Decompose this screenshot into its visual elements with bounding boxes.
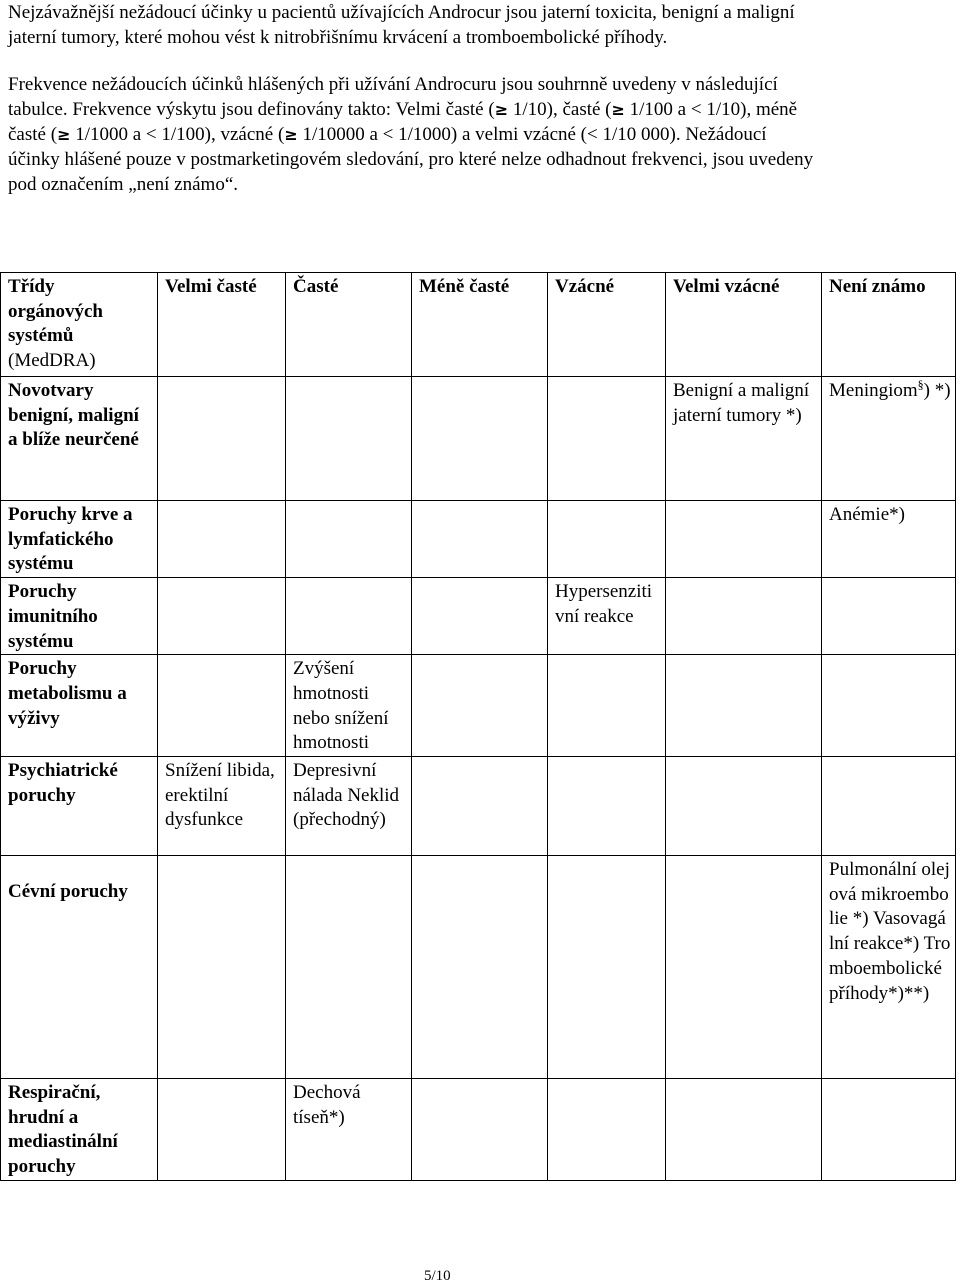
header-soc-label: Třídy orgánových systémů xyxy=(8,276,103,347)
table-row xyxy=(1,757,956,856)
ge-symbol: ≥ xyxy=(494,100,509,119)
immune-rare: Hypersenzitivní reakce xyxy=(548,578,666,655)
cell-empty xyxy=(666,1079,822,1181)
cell-empty xyxy=(286,377,412,501)
cell-empty xyxy=(158,856,286,1079)
header-very-common: Velmi časté xyxy=(158,273,286,377)
header-rare: Vzácné xyxy=(548,273,666,377)
meningioma-tail: ) *) xyxy=(923,380,951,401)
header-very-rare: Velmi vzácné xyxy=(666,273,822,377)
cell-empty xyxy=(548,757,666,856)
soc-blood: Poruchy krve a lymfatického systému xyxy=(1,501,158,578)
cell-empty xyxy=(548,1079,666,1181)
respiratory-common: Dechová tíseň*) xyxy=(286,1079,412,1181)
vascular-unknown: Pulmonální olejová mikroembolie *) Vasovagální reakce*) Tromboembolické příhody*)**) xyxy=(822,856,956,1079)
soc-metabolism: Poruchy metabolismu a výživy xyxy=(1,655,158,757)
cell-empty xyxy=(822,1079,956,1181)
cell-empty xyxy=(412,1079,548,1181)
section-mark: § xyxy=(917,377,924,392)
table-row xyxy=(1,578,956,655)
cell-empty xyxy=(158,578,286,655)
table-row xyxy=(1,856,956,1079)
intro-text xyxy=(8,0,822,197)
adverse-effects-table xyxy=(0,272,956,1181)
cell-empty xyxy=(412,856,548,1079)
cell-empty xyxy=(822,757,956,856)
ge-symbol: ≥ xyxy=(284,125,298,144)
cell-empty xyxy=(286,501,412,578)
ge-symbol: ≥ xyxy=(611,100,625,119)
soc-psychiatric: Psychiatrické poruchy xyxy=(1,757,158,856)
table-header-row xyxy=(1,273,956,377)
soc-respiratory: Respirační, hrudní a mediastinální poruchy xyxy=(1,1079,158,1181)
cell-empty xyxy=(412,501,548,578)
soc-vascular: Cévní poruchy xyxy=(1,856,158,1079)
freq-text-2: 1/10), časté ( xyxy=(508,99,612,120)
psychiatric-very-common: Snížení libida, erektilní dysfunkce xyxy=(158,757,286,856)
cell-empty xyxy=(548,655,666,757)
cell-empty xyxy=(158,1079,286,1181)
header-soc xyxy=(1,273,158,377)
cell-empty xyxy=(548,856,666,1079)
cell-empty xyxy=(548,377,666,501)
cell-empty xyxy=(412,655,548,757)
cell-empty xyxy=(666,856,822,1079)
table-row xyxy=(1,501,956,578)
cell-empty xyxy=(822,655,956,757)
metabolism-common: Zvýšení hmotnosti nebo snížení hmotnosti xyxy=(286,655,412,757)
page-number: 5/10 xyxy=(424,1268,451,1284)
blood-unknown: Anémie*) xyxy=(822,501,956,578)
table-row xyxy=(1,377,956,501)
cell-empty xyxy=(286,578,412,655)
header-unknown: Není známo xyxy=(822,273,956,377)
cell-empty xyxy=(412,377,548,501)
cell-empty xyxy=(666,578,822,655)
table-row xyxy=(1,655,956,757)
cell-empty xyxy=(548,501,666,578)
soc-immune: Poruchy imunitního systému xyxy=(1,578,158,655)
psychiatric-common: Depresivní nálada Neklid (přechodný) xyxy=(286,757,412,856)
cell-empty xyxy=(412,578,548,655)
freq-text-3: 1/100 a < 1/10), méně časté ( xyxy=(8,99,798,145)
cell-empty xyxy=(286,856,412,1079)
ge-symbol: ≥ xyxy=(57,125,71,144)
header-common: Časté xyxy=(286,273,412,377)
table-row xyxy=(1,1079,956,1181)
header-meddra-label: (MedDRA) xyxy=(8,350,96,372)
cell-empty xyxy=(158,501,286,578)
cell-empty xyxy=(666,757,822,856)
intro-paragraph-2 xyxy=(8,72,822,197)
cell-empty xyxy=(666,655,822,757)
intro-paragraph-1: Nejzávažnější nežádoucí účinky u pacientů užívajících Androcur jsou jaterní toxicita, benigní a maligní jaterní tumory, které mohou vést k nitrobřišnímu krvácení a tromboembolické příhody. xyxy=(8,2,795,48)
neoplasms-unknown xyxy=(822,377,956,501)
neoplasms-very-rare: Benigní a maligní jaterní tumory *) xyxy=(666,377,822,501)
header-uncommon: Méně časté xyxy=(412,273,548,377)
cell-empty xyxy=(412,757,548,856)
freq-text-1: Velmi časté ( xyxy=(395,99,495,120)
freq-text-4: 1/1000 a < 1/100), vzácné ( xyxy=(70,124,285,145)
meningioma-text: Meningiom xyxy=(829,380,918,401)
cell-empty xyxy=(822,578,956,655)
cell-empty xyxy=(158,655,286,757)
cell-empty xyxy=(158,377,286,501)
cell-empty xyxy=(666,501,822,578)
freq-text-5: 1/10000 a < 1/1000) a velmi vzácné (< 1/10 000). Nežádoucí účinky hlášené pouze v postmarketingovém sledování, pro které nelze odhadnout frekvenci, jsou uvedeny pod označením „není známo“. xyxy=(8,124,814,195)
soc-neoplasms: Novotvary benigní, maligní a blíže neurčené xyxy=(1,377,158,501)
intro-paragraph-2-lead: Frekvence nežádoucích účinků hlášených při užívání Androcuru jsou souhrnně uvedeny v následující tabulce. Frekvence výskytu jsou definovány takto: xyxy=(8,74,778,120)
